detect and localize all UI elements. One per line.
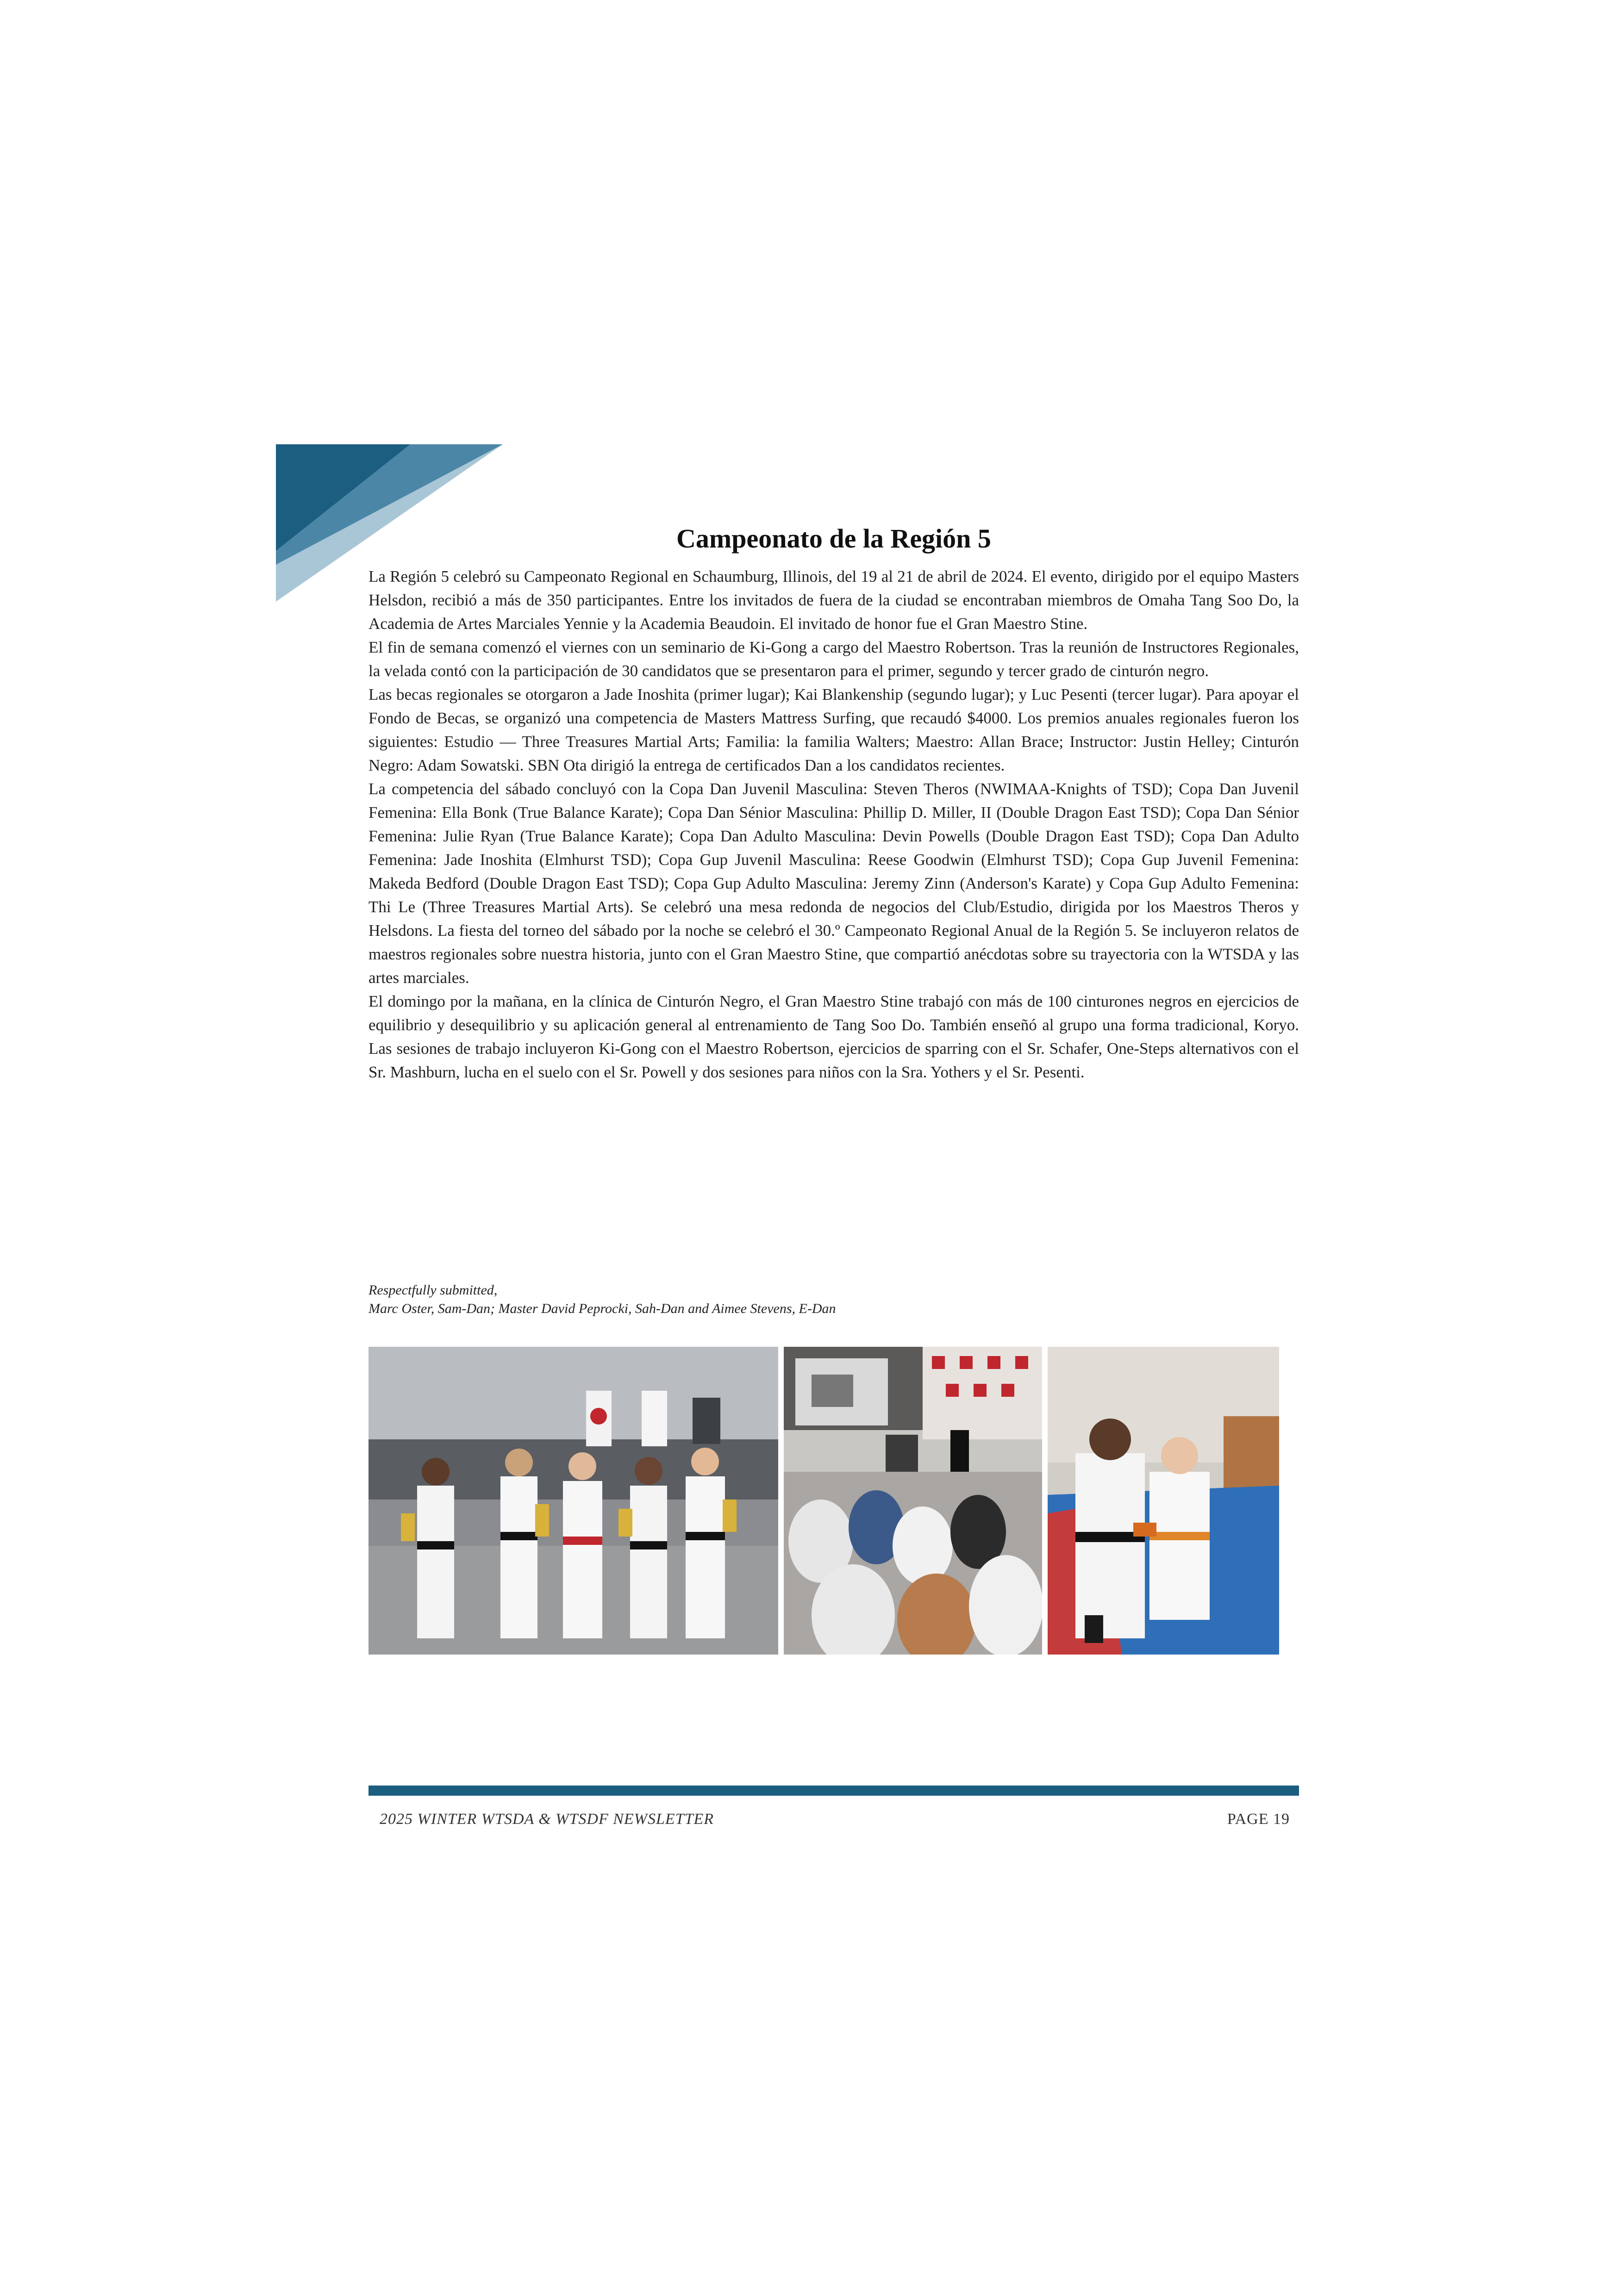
photo-winners-group xyxy=(369,1347,778,1655)
article-paragraph: La competencia del sábado concluyó con la Copa Dan Juvenil Masculina: Steven Theros (NWIMAA-Knights of TSD); Copa Dan Juvenil Femenina: Ella Bonk (True Balance Karate); Copa Dan Sénior Masculina: Phillip D. Miller, II (Double Dragon East TSD); Copa Dan Sénior Femenina: Julie Ryan (True Balance Karate); Copa Dan Adulto Masculina: Devin Powells (Double Dragon East TSD); Copa Dan Adulto Femenina: Jade Inoshita (Elmhurst TSD); Copa Gup Juvenil Masculina: Reese Goodwin (Elmhurst TSD); Copa Gup Juvenil Femenina: Makeda Bedford (Double Dragon East TSD); Copa Gup Adulto Masculina: Jeremy Zinn (Anderson's Karate) y Copa Gup Adulto Femenina: Thi Le (Three Treasures Martial Arts). Se celebró una mesa redonda de negocios del Club/Estudio, dirigida por los Maestros Theros y Helsdons. La fiesta del torneo del sábado por la noche se celebró el 30.º Campeonato Regional Anual de la Región 5. Se incluyeron relatos de maestros regionales sobre nuestra historia, junto con el Gran Maestro Stine, que compartió anécdotas sobre su trayectoria con la WTSDA y las artes marciales. xyxy=(369,780,1299,987)
article-paragraph: La Región 5 celebró su Campeonato Regional en Schaumburg, Illinois, del 19 al 21 de abril de 2024. El evento, dirigido por el equipo Masters Helsdon, recibió a más de 350 participantes. Entre los invitados de fuera de la ciudad se encontraban miembros de Omaha Tang Soo Do, la Academia de Artes Marciales Yennie y la Academia Beaudoin. El invitado de honor fue el Gran Maestro Stine. xyxy=(369,567,1299,633)
article-paragraph: El domingo por la mañana, en la clínica de Cinturón Negro, el Gran Maestro Stine trabajó con más de 100 cinturones negros en ejercicios de equilibrio y desequilibrio y su aplicación general al entrenamiento de Tang Soo Do. También enseñó al grupo una forma tradicional, Koryo. Las sesiones de trabajo incluyeron Ki-Gong con el Maestro Robertson, ejercicios de sparring con el Sr. Schafer, One-Steps alternativos con el Sr. Mashburn, lucha en el suelo con el Sr. Powell y dos sesiones para niños con la Sra. Yothers y el Sr. Pesenti. xyxy=(369,992,1299,1081)
article-body xyxy=(369,565,1299,1084)
photo-seminar xyxy=(784,1347,1042,1655)
article-credits xyxy=(369,1281,1299,1318)
newsletter-issue-label: 2025 WINTER WTSDA & WTSDF NEWSLETTER xyxy=(380,1811,714,1828)
photo-master-student xyxy=(1048,1347,1279,1655)
credits-names: Marc Oster, Sam-Dan; Master David Peprocki, Sah-Dan and Aimee Stevens, E-Dan xyxy=(369,1301,836,1316)
article-paragraph: El fin de semana comenzó el viernes con un seminario de Ki-Gong a cargo del Maestro Robertson. Tras la reunión de Instructores Regionales, la velada contó con la participación de 30 candidatos que se presentaron para el primer, segundo y tercer grado de cinturón negro. xyxy=(369,638,1299,680)
footer-rule xyxy=(369,1786,1299,1796)
article-paragraph: Las becas regionales se otorgaron a Jade Inoshita (primer lugar); Kai Blankenship (segundo lugar); y Luc Pesenti (tercer lugar). Para apoyar el Fondo de Becas, se organizó una competencia de Masters Mattress Surfing, que recaudó $4000. Los premios anuales regionales fueron los siguientes: Estudio — Three Treasures Martial Arts; Familia: la familia Walters; Maestro: Allan Brace; Instructor: Justin Helley; Cinturón Negro: Adam Sowatski. SBN Ota dirigió la entrega de certificados Dan a los candidatos recientes. xyxy=(369,685,1299,774)
page-number: PAGE 19 xyxy=(1227,1811,1290,1828)
credits-line: Respectfully submitted, xyxy=(369,1282,498,1298)
article-title: Campeonato de la Región 5 xyxy=(676,523,991,554)
